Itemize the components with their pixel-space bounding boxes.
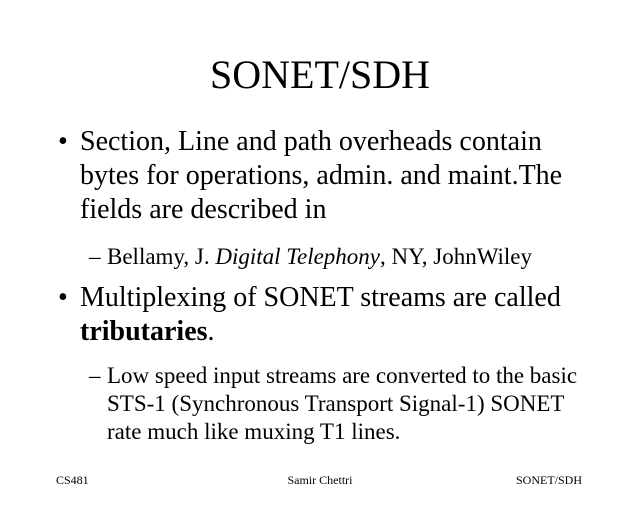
slide-title: SONET/SDH xyxy=(209,52,431,97)
bullet-text-end: . xyxy=(207,316,215,347)
reference-author: Bellamy, J. xyxy=(107,244,216,269)
bullet-text: Multiplexing of SONET streams are called xyxy=(80,282,561,313)
footer-course: CS481 xyxy=(56,473,89,487)
sub-bullet-marker: – xyxy=(89,244,101,269)
bullet-bold-term: tributaries xyxy=(80,316,208,347)
footer-topic: SONET/SDH xyxy=(515,473,582,487)
bullet-marker: • xyxy=(58,282,68,313)
bullet-text: Section, Line and path overheads contain bytes for operations, admin. and maint.The fields are described in xyxy=(80,126,563,225)
bullet-overheads xyxy=(58,125,600,227)
sub-bullet-marker: – xyxy=(89,363,101,388)
reference-publisher: , NY, JohnWiley xyxy=(380,244,532,269)
reference-book-title: Digital Telephony xyxy=(215,244,381,269)
bullet-multiplexing xyxy=(58,281,600,349)
sub-bullet-text: Low speed input streams are converted to the basic STS-1 (Synchronous Transport Signal-1) SONET rate much like muxing T1 lines. xyxy=(107,363,578,444)
footer-author: Samir Chettri xyxy=(287,473,353,487)
sub-bullet-reference xyxy=(89,243,607,271)
bullet-marker: • xyxy=(58,126,68,157)
sub-bullet-sts1 xyxy=(89,362,597,446)
